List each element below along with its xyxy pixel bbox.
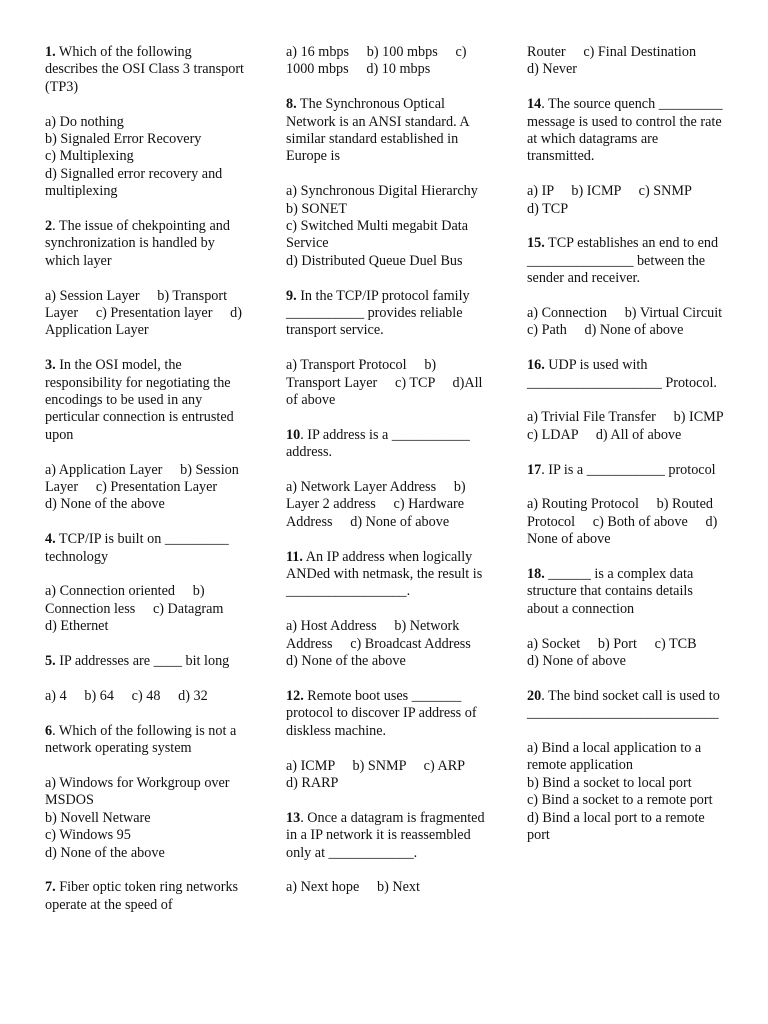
question-text: . The source quench _________ message is used to control the rate at which datagrams are transmitted. — [527, 96, 727, 165]
question-number: 18. — [527, 566, 545, 583]
question-text: The Synchronous Optical Network is an ANSI standard. A similar standard established in Europe is — [286, 96, 473, 165]
answer-option: a) 4 b) 64 c) 48 d) 32 — [45, 687, 208, 704]
question-block — [527, 235, 740, 339]
answer-option: a) Network Layer Address b) Layer 2 address c) Hardware Address d) None of above — [286, 479, 470, 530]
question-number: 9. — [286, 287, 297, 304]
question-number: 10 — [286, 426, 301, 443]
question-block — [527, 357, 741, 444]
question-text: . IP is a ___________ protocol — [541, 461, 716, 478]
question-number: 12. — [286, 687, 304, 704]
answer-option: b) SONET — [286, 200, 348, 217]
column-2 — [286, 44, 489, 914]
question-text: Fiber optic token ring networks operate at the speed of — [45, 879, 242, 913]
question-stem — [286, 288, 486, 340]
question-text: TCP/IP is built on _________ technology — [45, 531, 233, 565]
question-number: 20 — [527, 687, 542, 704]
answer-option: c) Windows 95 — [45, 827, 131, 844]
question-block — [527, 462, 727, 549]
question-text: TCP establishes an end to end _______________ between the sender and receiver. — [527, 235, 722, 287]
question-block — [527, 44, 727, 79]
question-stem — [286, 427, 486, 462]
question-block — [45, 653, 245, 705]
answer-option: a) Windows for Workgroup over MSDOS — [45, 774, 234, 809]
question-text: . Once a datagram is fragmented in a IP network it is reassembled only at ____________. — [286, 809, 489, 861]
column-3 — [527, 44, 741, 862]
answer-option: d) None of above — [527, 653, 626, 670]
answer-option: Router c) Final Destination — [527, 44, 697, 60]
answer-option: d) TCP — [527, 200, 569, 217]
answer-option: a) Host Address b) Network Address c) Broadcast Address d) None of the above — [286, 618, 489, 670]
question-text: In the OSI model, the responsibility for negotiating the encodings to be used in any perticular connection is entrusted upon — [45, 357, 238, 443]
answer-option: a) Connection oriented b) Connection less c) Datagram d) Ethernet — [45, 583, 242, 635]
question-block — [527, 566, 727, 670]
answer-option: a) Bind a local application to a remote application — [527, 740, 705, 774]
answer-option: a) Transport Protocol b) Transport Layer c) TCP d)All of above — [286, 357, 487, 409]
question-block — [286, 548, 489, 671]
question-number: 2 — [45, 218, 53, 235]
question-text: Remote boot uses _______ protocol to discover IP address of diskless machine. — [286, 687, 481, 739]
question-text: ______ is a complex data structure that contains details about a connection — [527, 566, 697, 617]
answer-option: a) Socket b) Port c) TCB — [527, 635, 697, 652]
question-stem — [45, 218, 245, 270]
question-stem — [45, 44, 248, 96]
question-number: 5. — [45, 653, 56, 670]
question-stem — [527, 235, 727, 287]
question-number: 6 — [45, 722, 53, 739]
answer-option: c) Multiplexing — [45, 148, 134, 165]
question-stem — [45, 879, 245, 914]
answer-option: d) Bind a local port to a remote port — [527, 809, 709, 844]
answer-option: c) Switched Multi megabit Data Service — [286, 218, 472, 252]
answer-option: a) Session Layer b) Transport Layer c) Presentation layer d) Application Layer — [45, 287, 245, 339]
question-text: In the TCP/IP protocol family ___________ provides reliable transport service. — [286, 287, 474, 339]
answer-option: b) Signaled Error Recovery — [45, 131, 202, 148]
question-text: . Which of the following is not a network operating system — [45, 722, 240, 757]
question-stem — [286, 809, 489, 862]
question-stem — [45, 653, 245, 670]
answer-option: b) Bind a socket to local port — [527, 774, 692, 791]
question-block — [45, 879, 245, 914]
answer-option: d) Distributed Queue Duel Bus — [286, 252, 463, 269]
answer-option: c) Bind a socket to a remote port — [527, 792, 713, 809]
question-text: An IP address when logically ANDed with netmask, the result is _________________. — [286, 548, 486, 600]
question-block — [45, 357, 245, 514]
question-number: 13 — [286, 809, 301, 826]
answer-option: a) Application Layer b) Session Layer c) Presentation Layer d) None of the above — [45, 461, 243, 513]
answer-option: a) Next hope b) Next — [286, 879, 420, 896]
answer-option: a) Routing Protocol b) Routed Protocol c) Both of above d) None of above — [527, 496, 721, 548]
question-block — [45, 218, 245, 340]
question-block — [45, 531, 245, 635]
question-number: 11. — [286, 548, 303, 565]
question-block — [527, 96, 727, 218]
question-block — [286, 96, 486, 270]
question-block — [286, 809, 489, 897]
question-stem — [527, 357, 727, 392]
question-block — [45, 44, 248, 201]
question-block — [286, 427, 486, 531]
question-stem — [527, 96, 727, 166]
question-number: 1. — [45, 44, 56, 60]
question-stem — [527, 566, 727, 618]
answer-option: a) Synchronous Digital Hierarchy — [286, 183, 478, 200]
answer-option: a) Connection b) Virtual Circuit c) Path d) None of above — [527, 305, 740, 339]
question-stem — [286, 96, 486, 166]
answer-option: a) Do nothing — [45, 113, 124, 130]
question-stem — [45, 357, 245, 444]
answer-option: a) ICMP b) SNMP c) ARP d) RARP — [286, 757, 483, 791]
question-block — [286, 288, 486, 410]
answer-option: a) IP b) ICMP c) SNMP — [527, 183, 692, 200]
question-stem — [286, 688, 486, 740]
answer-option: a) 16 mbps b) 100 mbps c) 1000 mbps d) 10 mbps — [286, 44, 471, 78]
question-number: 15. — [527, 235, 545, 252]
question-text: . The bind socket call is used to ___________________________ — [527, 687, 724, 722]
question-number: 3. — [45, 357, 56, 374]
question-number: 14 — [527, 96, 542, 113]
question-text: Which of the following describes the OSI Class 3 transport (TP3) — [45, 44, 248, 95]
question-text: . IP address is a ___________ address. — [286, 426, 474, 461]
question-number: 7. — [45, 879, 56, 896]
question-block — [286, 688, 486, 792]
question-number: 4. — [45, 531, 56, 548]
answer-option: a) Trivial File Transfer b) ICMP c) LDAP d) All of above — [527, 409, 741, 443]
question-stem — [45, 723, 245, 758]
question-text: . The issue of chekpointing and synchronization is handled by which layer — [45, 218, 234, 269]
question-number: 16. — [527, 357, 545, 374]
question-block — [45, 723, 245, 862]
question-text: IP addresses are ____ bit long — [55, 653, 230, 670]
question-block — [286, 44, 486, 79]
answer-option: d) None of the above — [45, 844, 165, 861]
question-stem — [527, 462, 727, 479]
answer-option: d) Never — [527, 61, 578, 78]
question-stem — [527, 688, 727, 723]
answer-option: d) Signalled error recovery and multiplexing — [45, 165, 226, 200]
column-1 — [45, 44, 248, 932]
answer-option: b) Novell Netware — [45, 809, 151, 826]
question-block — [527, 688, 727, 845]
question-stem — [45, 531, 245, 566]
question-text: UDP is used with ___________________ Protocol. — [527, 357, 717, 391]
question-number: 17 — [527, 461, 542, 478]
question-number: 8. — [286, 96, 297, 113]
question-stem — [286, 549, 486, 601]
